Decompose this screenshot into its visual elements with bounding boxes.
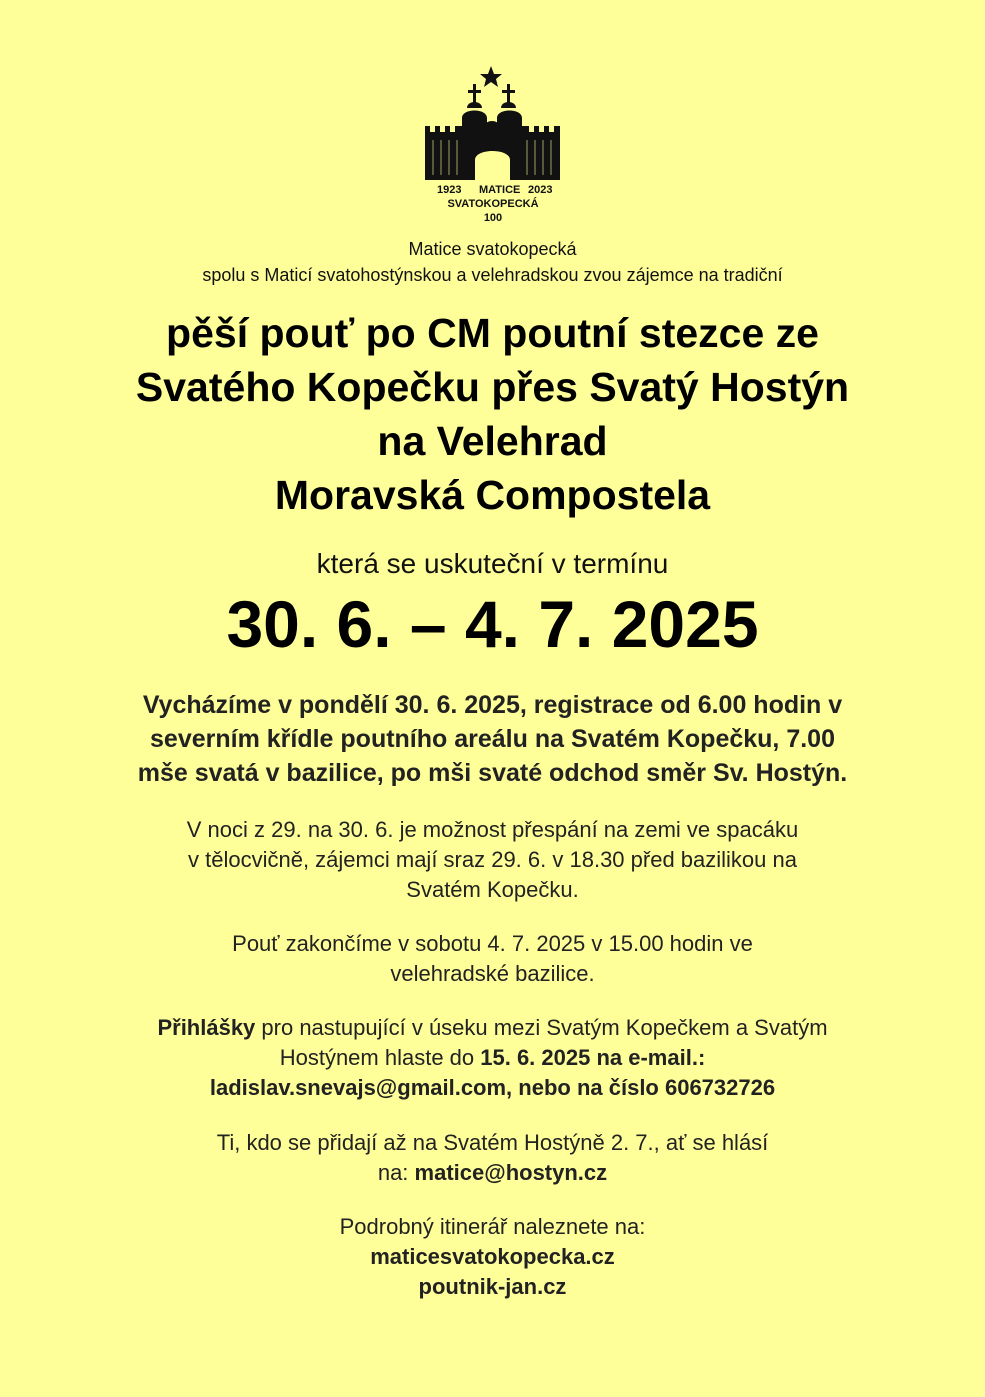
registration-line-1 — [60, 1013, 925, 1043]
itinerary-info — [60, 1212, 925, 1302]
night-line-1: V noci z 29. na 30. 6. je možnost přespání na zemi ve spacáku — [186, 817, 799, 842]
registration-label: Přihlášky — [157, 1015, 256, 1040]
registration-text-1: pro nastupující v úseku mezi Svatým Kopečkem a Svatým — [255, 1015, 828, 1040]
departure-info — [40, 688, 945, 790]
title-line-4: Moravská Compostela — [274, 472, 711, 518]
departure-line-2: severním křídle poutního areálu na Svatém Kopečku, 7.00 — [150, 725, 835, 753]
departure-line-3: mše svatá v bazilice, po mši svaté odchod směr Sv. Hostýn. — [137, 759, 848, 787]
join-line-1: Ti, kdo se přidají až na Svatém Hostýně 2. 7., ať se hlásí — [216, 1130, 769, 1155]
registration-contact[interactable]: ladislav.snevajs@gmail.com, nebo na číslo 606732726 — [209, 1075, 776, 1100]
title-line-2: Svatého Kopečku přes Svatý Hostýn — [135, 364, 850, 410]
registration-text-2: Hostýnem hlaste do — [279, 1045, 481, 1070]
date-intro: která se uskuteční v termínu — [316, 548, 669, 579]
title-line-3: na Velehrad — [377, 418, 608, 464]
itinerary-label: Podrobný itinerář naleznete na: — [339, 1214, 646, 1239]
itinerary-link-1[interactable]: maticesvatokopecka.cz — [370, 1244, 615, 1269]
logo-year-right: 2023 — [528, 184, 553, 196]
end-line-2: velehradské bazilice. — [390, 961, 595, 986]
registration-line-2 — [60, 1043, 925, 1073]
event-dates: 30. 6. – 4. 7. 2025 — [226, 587, 759, 661]
night-line-2: v tělocvičně, zájemci mají sraz 29. 6. v 18.30 před bazilikou na — [188, 847, 797, 872]
end-line-1: Pouť zakončíme v sobotu 4. 7. 2025 v 15.00 hodin ve — [232, 931, 753, 956]
header — [0, 236, 985, 288]
departure-line-1: Vycházíme v pondělí 30. 6. 2025, registrace od 6.00 hodin v — [142, 691, 843, 719]
join-line-2 — [60, 1158, 925, 1188]
star-icon — [480, 66, 502, 87]
logo-year-left: 1923 — [437, 184, 462, 196]
matice-logo — [415, 60, 575, 225]
invite-line: spolu s Maticí svatohostýnskou a velehradskou zvou zájemce na tradiční — [202, 265, 783, 285]
join-prefix: na: — [377, 1160, 415, 1185]
logo-name: SVATOKOPECKÁ — [447, 198, 539, 210]
end-info — [60, 929, 925, 989]
logo-word: MATICE — [479, 184, 521, 196]
itinerary-link-2[interactable]: poutnik-jan.cz — [418, 1274, 567, 1299]
overnight-info — [60, 815, 925, 905]
join-email-link[interactable]: matice@hostyn.cz — [414, 1160, 608, 1185]
logo-number: 100 — [483, 212, 503, 224]
night-line-3: Svatém Kopečku. — [406, 877, 579, 902]
org-name: Matice svatokopecká — [408, 239, 577, 259]
registration-info — [60, 1013, 925, 1103]
join-info — [60, 1128, 925, 1188]
event-title — [0, 306, 985, 522]
registration-deadline: 15. 6. 2025 na e-mail.: — [480, 1045, 706, 1070]
title-line-1: pěší pouť po CM poutní stezce ze — [166, 310, 819, 356]
